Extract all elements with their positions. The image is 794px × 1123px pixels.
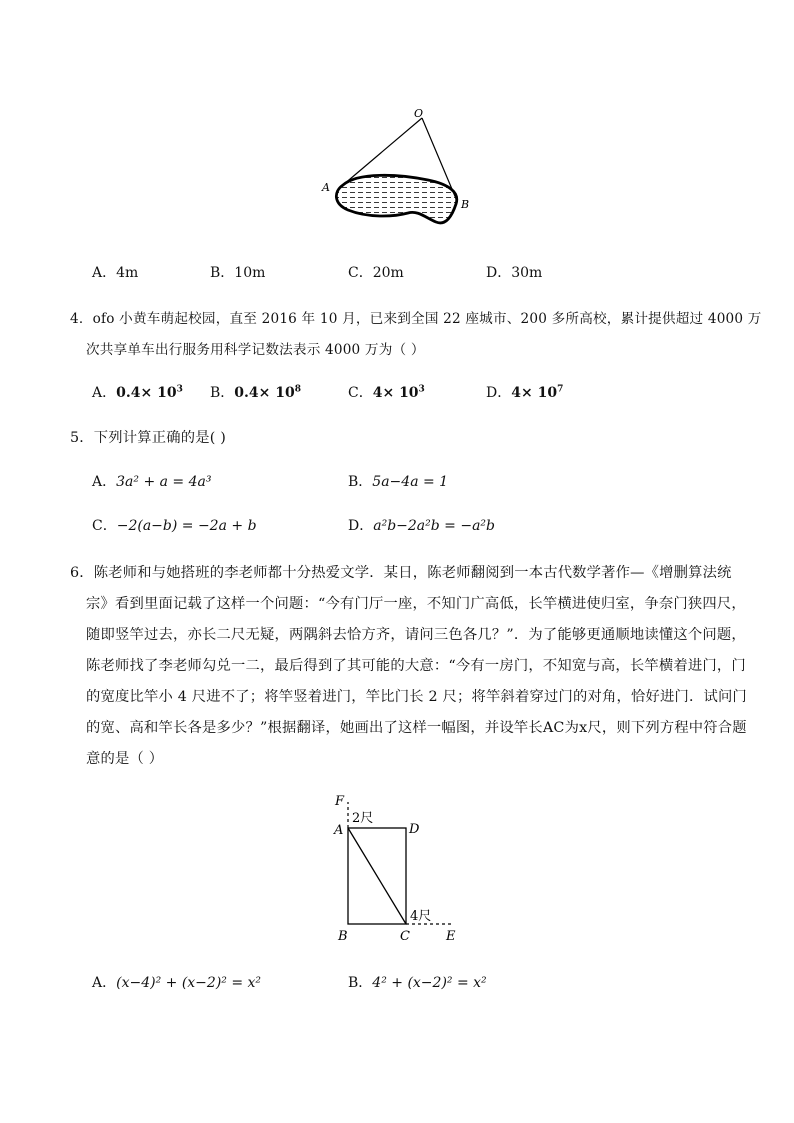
q6-stem-line-3: 随即竖竿过去，亦长二尺无疑，两隅斜去恰方齐，请问三色各几？”．为了能够更通顺地读懂这个问题， xyxy=(86,627,746,643)
label-c: C xyxy=(400,929,410,944)
q4-option-a[interactable]: A．$0.4\times 10^3$ xyxy=(92,384,183,401)
q4-option-c[interactable]: C．$4\times 10^3$ xyxy=(348,384,425,401)
label-o: O xyxy=(414,107,424,120)
label-b2: B xyxy=(338,929,348,944)
label-d: D xyxy=(409,822,420,837)
q4-stem-line-2: 次共享单车出行服务用科学记数法表示 4000 万为（ ） xyxy=(86,342,425,358)
q6-stem-line-5: 的宽度比竿小 4 尺进不了；将竿竖着进门，竿比门长 2 尺；将竿斜着穿过门的对角，恰好进门．试问门 xyxy=(86,689,747,705)
q6-option-a[interactable]: A．(x−4)² + (x−2)² = x² xyxy=(92,975,262,991)
q6-option-b[interactable]: B．4² + (x−2)² = x² xyxy=(348,975,487,991)
label-a: A xyxy=(322,181,330,194)
q3-option-d[interactable]: D．30m xyxy=(486,265,543,281)
q4-stem-line-1: 4．ofo 小黄车萌起校园，直至 2016 年 10 月，已来到全国 22 座城市、200 多所高校，累计提供超过 4000 万 xyxy=(70,311,762,327)
label-b: B xyxy=(461,198,470,211)
q6-stem-line-1: 6．陈老师和与她搭班的李老师都十分热爱文学．某日，陈老师翻阅到一本古代数学著作—《增删算法统 xyxy=(70,565,732,581)
q5-option-c[interactable]: C．−2(a−b) = −2a + b xyxy=(92,518,257,534)
q6-stem-line-2: 宗》看到里面记载了这样一个问题：“今有门厅一座，不知门广高低，长竿横进使归室，争奈门狭四尺， xyxy=(86,596,746,612)
q5-option-d[interactable]: D．a²b−2a²b = −a²b xyxy=(348,518,495,534)
q3-option-c[interactable]: C．20m xyxy=(348,265,404,281)
q6-stem-line-6: 的宽、高和竿长各是多少？”根据翻译，她画出了这样一幅图，并设竿长AC为x尺，则下列方程中符合题 xyxy=(86,720,747,736)
q6-stem-line-4: 陈老师找了李老师勾兑一二，最后得到了其可能的大意：“今有一房门，不知宽与高，长竿横着进门，门 xyxy=(86,658,746,674)
label-f: F xyxy=(335,794,345,809)
q3-option-a[interactable]: A．4m xyxy=(92,265,139,281)
label-e: E xyxy=(446,929,456,944)
q4-option-b[interactable]: B．$0.4\times 10^8$ xyxy=(210,384,302,401)
label-a2: A xyxy=(334,823,344,838)
q5-option-a[interactable]: A．3a² + a = 4a³ xyxy=(92,474,212,490)
door-diagram xyxy=(330,790,465,945)
q6-stem-line-7: 意的是（ ） xyxy=(86,751,164,767)
label-4chi: 4尺 xyxy=(410,909,432,924)
q4-option-d[interactable]: D．$4\times 10^7$ xyxy=(486,384,564,401)
q5-option-b[interactable]: B．5a−4a = 1 xyxy=(348,474,449,490)
label-2chi: 2尺 xyxy=(352,811,374,826)
q5-stem: 5．下列计算正确的是( ) xyxy=(70,430,227,446)
q3-option-b[interactable]: B．10m xyxy=(210,265,266,281)
pond-triangle-figure xyxy=(318,100,478,235)
